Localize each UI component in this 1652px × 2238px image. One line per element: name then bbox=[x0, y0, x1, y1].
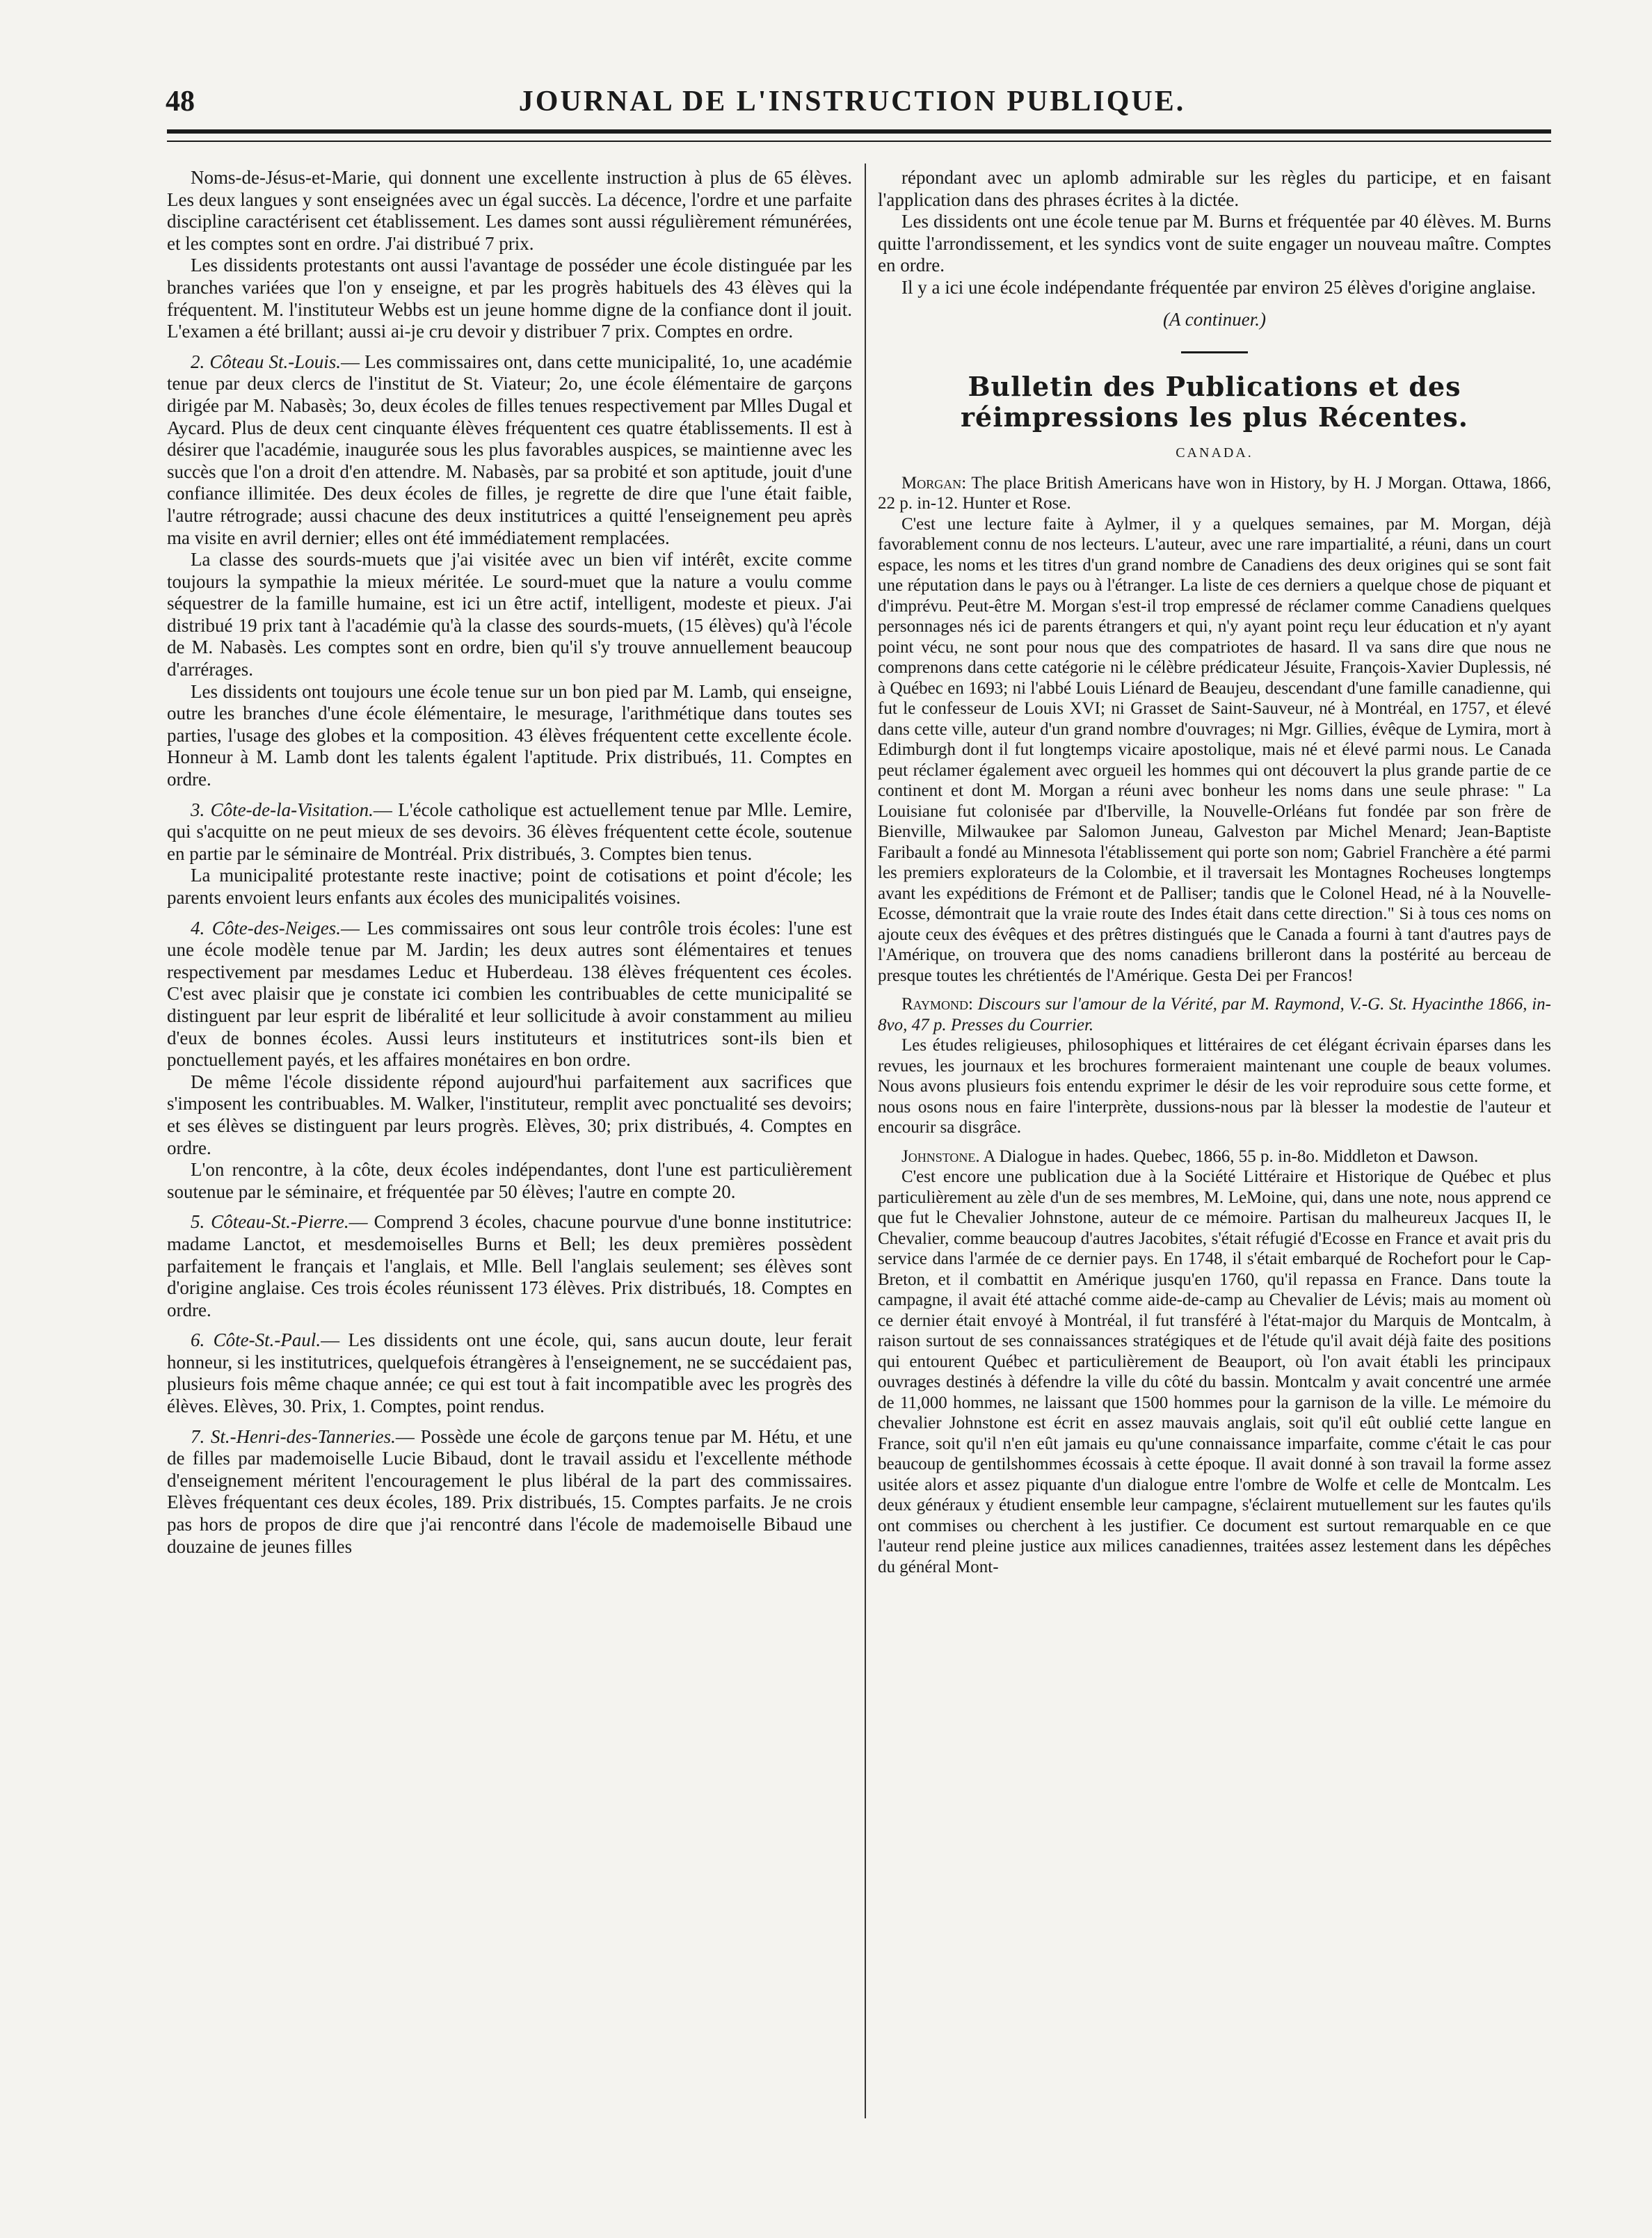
bulletin-title: Bulletin des Publications et des réimpressions les plus Récentes. bbox=[961, 371, 1468, 433]
item-heading: 4. Côte-des-Neiges. bbox=[191, 917, 341, 938]
paragraph bbox=[167, 799, 852, 865]
item-text: — Les commissaires ont sous leur contrôle trois écoles: l'une est une école modèle tenue par M. Jardin; les deux autres sont élémentaires et tenues respectivement par mesdames Leduc et Huberdeau. 138 élèves fréquentent ces écoles. C'est avec plaisir que je constate ici combien les contribuables de cette municipalité se distinguent par leur esprit de libéralité et leur sollicitude à avoir constamment au milieu d'eux de bonnes écoles. Aussi leurs instituteurs et institutrices sont-ils bien et ponctuellement payés, et les affaires monétaires en bon ordre. bbox=[167, 917, 852, 1071]
item-text: — Comprend 3 écoles, chacune pourvue d'une bonne institutrice: madame Lanctot, et mesdemoiselles Burns et Bell; les deux premières possèdent parfaitement le français et l'anglais, et Mlle. Bell l'anglais seulement; ses élèves sont d'origine anglaise. Ces trois écoles réunissent 173 élèves. Prix distribués, 18. Comptes en ordre. bbox=[167, 1211, 853, 1320]
paragraph: Les dissidents ont toujours une école tenue sur un bon pied par M. Lamb, qui enseigne, outre les branches d'une école élémentaire, le mesurage, l'arithmétique dans toutes ses parties, l'usage des globes et la composition. 43 élèves fréquentent cette excellente école. Honneur à M. Lamb dont les talents égalent l'aptitude. Prix distribués, 11. Comptes en ordre. bbox=[167, 680, 852, 790]
entry-body: C'est encore une publication due à la Société Littéraire et Historique de Québec et plus particulièrement au zèle d'un de ses membres, M. LeMoine, qui, dans une note, nous apprend ce que fut le Chevalier Johnstone, auteur de ce mémoire. Partisan du malheureux Jacques II, le Chevalier, comme beaucoup d'autres Jacobites, s'était réfugié d'Ecosse en France et avait pris du service dans l'armée de ce dernier pays. En 1748, il s'était embarqué de Rochefort pour le Cap-Breton, et il combattit en Amérique jusqu'en 1760, qu'il repassa en France. Dans toute la campagne, il avait été attaché comme aide-de-camp au Chevalier de Lévis; mais au moment où ce dernier était envoyé à Montréal, il fut transféré à l'état-major du Marquis de Montcalm, à raison surtout de ses connaissances stratégiques et de l'étude qu'il avait déjà faite des positions qui entourent Québec et particulièrement de Beauport, où l'on avait établi les principaux ouvrages destinés à défendre la ville du côté du bassin. Montcalm y avait concentré une armée de 11,000 hommes, ne laissant que 1500 hommes pour la garnison de la ville. Le mémoire du chevalier Johnstone est écrit en assez mauvais anglais, soit qu'il eût oublié cette langue en France, soit qu'il n'en eût jamais eu qu'une connaissance imparfaite, comme c'était le cas pour beaucoup de gentilshommes écossais à cette époque. Il avait donné à son travail la forme assez usitée alors et assez piquante d'un dialogue entre l'ombre de Wolfe et celle de Montcalm. Les deux généraux y étudient ensemble leur campagne, s'éclairent mutuellement sur les fautes qu'ils ont commises ou cherchent à les justifier. Ce document est surtout remarquable en ce que l'auteur rend pleine justice aux milices canadiennes, traitées assez lestement dans les dépêches du général Mont- bbox=[878, 1167, 1551, 1576]
item-text: — Les commissaires ont, dans cette municipalité, 1o, une académie tenue par deux clercs de l'institut de St. Viateur; 2o, une école élémentaire de garçons dirigée par M. Nabasès; 3o, deux écoles de filles tenues respectivement par Mlles Dugal et Aycard. Plus de deux cent cinquante élèves fréquentent ces quatre établissements. Il est à désirer que l'académie, inaugurée sous les plus favorables auspices, se maintienne avec les succès que l'on a droit d'en attendre. M. Nabasès, par sa probité et son aptitude, jouit d'une confiance illimitée. Des deux écoles de filles, je regrette de dire que l'une était faible, l'autre rétrograde; aussi chacune des deux institutrices a quitté l'enseignement peu après ma visite en avril dernier; elles ont été immédiatement remplacées. bbox=[167, 351, 852, 548]
entry-author: Morgan: bbox=[901, 473, 967, 493]
section-label: CANADA. bbox=[1176, 445, 1253, 461]
paragraph bbox=[167, 351, 852, 549]
entry-title: Discours sur l'amour de la Vérité, par M. Raymond, V.-G. St. Hyacinthe 1866, in-8vo, 47 p. Presses du Courrier. bbox=[878, 995, 1551, 1034]
entry-body: Les études religieuses, philosophiques et littéraires de cet élégant écrivain éparses dans les revues, les journaux et les brochures formeraient maintenant une couple de beaux volumes. Nous avons plusieurs fois entendu exprimer le désir de les voir reproduire sous cette forme, et nous osons nous en faire l'interprète, dussions-nous par là blesser la modestie de l'auteur et encourir sa disgrâce. bbox=[878, 1036, 1551, 1137]
item-heading: 5. Côteau-St.-Pierre. bbox=[191, 1211, 349, 1233]
left-column bbox=[167, 167, 852, 1558]
entry-body: C'est une lecture faite à Aylmer, il y a quelques semaines, par M. Morgan, déjà favorablement connu de nos lecteurs. L'auteur, avec une rare impartialité, a réuni, dans un court espace, les noms et les titres d'un grand nombre de Canadiens des deux origines qui se sont fait une réputation dans le pays ou à l'étranger. La liste de ces derniers a quelque chose de piquant et d'imprévu. Peut-être M. Morgan s'est-il trop empressé de réclamer comme Canadiens quelques personnages nés ici de parents étrangers et qui, n'y ayant point reçu leur éducation et n'y ayant point vécu, ne sont pour nous que des compatriotes de hasard. Il va sans dire que nous ne comprenons dans cette catégorie ni le célèbre prédicateur Jésuite, François-Xavier Duplessis, né à Québec en 1693; ni l'abbé Louis Liénard de Beaujeu, descendant d'une famille canadienne, qui fut le confesseur de Louis XVI; ni Grasset de Saint-Sauveur, né à Montréal, en 1757, et élevé dans cette ville, auteur d'un grand nombre d'ouvrages; ni Mgr. Gillies, évêque de Lymira, mort à Edimburgh dont il fut longtemps vicaire apostolique, mais né et élevé parmi nous. Le Canada peut réclamer également avec orgueil les hommes qui ont découvert la plus grande partie de ce continent et dont M. Morgan a réuni avec bonheur les noms dans une seule phrase: " La Louisiane fut colonisée par d'Iberville, la Nouvelle-Orléans fut fondée par son frère de Bienville, Milwaukee par Salomon Juneau, Galveston par Michel Menard; Jean-Baptiste Faribault a fondé au Minnesota l'établissement qui porte son nom; Gabriel Franchère a été parmi les premiers explorateurs de la Colombie, et il traversait les Montagnes Rocheuses longtemps avant les expéditions de Frémont et de Palliser; tandis que le Colonel Head, né à la Nouvelle-Ecosse, démontrait que la vraie route des Indes était dans cette direction." Si à tous ces noms on ajoute ceux des évêques et des prêtres distingués que le Canada a fourni à tant d'autres pays de l'Amérique, on trouvera que des noms canadiens brilleront dans la postérité au berceau de presque toutes les chrétientés de l'Amérique. Gesta Dei per Francos! bbox=[878, 514, 1551, 985]
continuation-note: (A continuer.) bbox=[1163, 308, 1266, 330]
entry-citation bbox=[878, 994, 1551, 1035]
paragraph: La municipalité protestante reste inactive; point de cotisations et point d'école; les parents envoient leurs enfants aux écoles des municipalités voisines. bbox=[167, 865, 852, 908]
paragraph bbox=[167, 918, 852, 1071]
entry-title: A Dialogue in hades. Quebec, 1866, 55 p. in-8o. Middleton et Dawson. bbox=[983, 1146, 1479, 1166]
bulletin-entries bbox=[878, 473, 1551, 1578]
paragraph: répondant avec un aplomb admirable sur les règles du participe, et en faisant l'application dans des phrases écrites à la dictée. bbox=[878, 167, 1551, 210]
paragraph: Les dissidents ont une école tenue par M. Burns et fréquentée par 40 élèves. M. Burns quitte l'arrondissement, et les syndics vont de suite engager un nouveau maître. Comptes en ordre. bbox=[878, 211, 1551, 276]
paragraph: Noms-de-Jésus-et-Marie, qui donnent une excellente instruction à plus de 65 élèves. Les deux langues y sont enseignées avec un égal succès. La décence, l'ordre et une parfaite discipline caractérisent cet établissement. Les dames sont aussi régulièrement rémunérées, et les comptes sont en ordre. J'ai distribué 7 prix. bbox=[167, 167, 852, 254]
page-header bbox=[160, 82, 1544, 124]
paragraph bbox=[167, 1329, 852, 1417]
paragraph: De même l'école dissidente répond aujourd'hui parfaitement aux sacrifices que s'imposent les contribuables. M. Walker, l'instituteur, remplit avec ponctualité ses devoirs; et ses élèves se distinguent par leurs progrès. Elèves, 30; prix distribués, 4. Comptes en ordre. bbox=[167, 1071, 852, 1158]
entry-author: Raymond: bbox=[901, 995, 973, 1014]
item-heading: 2. Côteau St.-Louis. bbox=[191, 351, 341, 372]
item-text: — L'école catholique est actuellement tenue par Mlle. Lemire, qui s'acquitte on ne peut mieux de ses devoirs. 36 élèves fréquentent cette école, soutenue en partie par le séminaire de Montréal. Prix distribués, 3. Comptes bien tenus. bbox=[167, 799, 852, 864]
entry-author: Johnstone. bbox=[901, 1146, 980, 1166]
page-number: 48 bbox=[166, 86, 195, 118]
paragraph bbox=[167, 1211, 852, 1321]
journal-title: JOURNAL DE L'INSTRUCTION PUBLIQUE. bbox=[518, 86, 1186, 118]
paragraph: Les dissidents protestants ont aussi l'avantage de posséder une école distinguée par les branches variées que l'on y enseigne, et par les progrès habituels des 43 élèves qui la fréquentent. M. l'instituteur Webbs est un jeune homme digne de la confiance dont il jouit. L'examen a été brillant; aussi ai-je cru devoir y distribuer 7 prix. Comptes en ordre. bbox=[167, 255, 852, 342]
column-divider bbox=[865, 163, 866, 2118]
item-heading: 7. St.-Henri-des-Tanneries. bbox=[191, 1425, 396, 1447]
paragraph: L'on rencontre, à la côte, deux écoles indépendantes, dont l'une est particulièrement soutenue par le séminaire, et fréquentée par 50 élèves; l'autre en compte 20. bbox=[167, 1159, 852, 1202]
header-rule bbox=[167, 129, 1551, 142]
paragraph bbox=[167, 1426, 852, 1558]
paragraph: La classe des sourds-muets que j'ai visitée avec un bien vif intérêt, excite comme toujours la sympathie la mieux méritée. Le sourd-muet que la nature a voulu comme séquestrer de la famille humaine, est ici un être actif, intelligent, modeste et pieux. J'ai distribué 19 prix tant à l'académie qu'à la classe des sourds-muets, (15 élèves) qu'à l'école de M. Nabasès. Les comptes sont en ordre, bien qu'il s'y trouve annuellement beaucoup d'arrérages. bbox=[167, 549, 852, 680]
paragraph: Il y a ici une école indépendante fréquentée par environ 25 élèves d'origine anglaise. bbox=[901, 276, 1536, 298]
item-heading: 3. Côte-de-la-Visitation. bbox=[191, 799, 374, 820]
section-rule bbox=[1181, 351, 1248, 353]
item-text: — Possède une école de garçons tenue par M. Hétu, et une de filles par mademoiselle Lucie Bibaud, dont le travail assidu et l'excellente méthode d'enseignement méritent l'encouragement le plus libéral de la part des commissaires. Elèves fréquentant ces deux écoles, 189. Prix distribués, 15. Comptes parfaits. Je ne crois pas hors de propos de dire que j'ai rencontré dans l'école de mademoiselle Bibaud une douzaine de jeunes filles bbox=[167, 1425, 853, 1557]
item-heading: 6. Côte-St.-Paul. bbox=[191, 1329, 321, 1351]
entry-citation bbox=[878, 1146, 1551, 1167]
entry-title: The place British Americans have won in History, by H. J Morgan. Ottawa, 1866, 22 p. in-12. Hunter et Rose. bbox=[878, 473, 1551, 513]
entry-citation bbox=[878, 473, 1551, 514]
right-column bbox=[878, 167, 1551, 1577]
item-text: — Les dissidents ont une école, qui, sans aucun doute, leur ferait honneur, si les institutrices, quelquefois étrangères à l'enseignement, ne se succédaient pas, plusieurs fois même chaque année; ce qui est tout à fait incompatible avec les progrès des élèves. Elèves, 30. Prix, 1. Comptes, point rendus. bbox=[167, 1329, 852, 1417]
